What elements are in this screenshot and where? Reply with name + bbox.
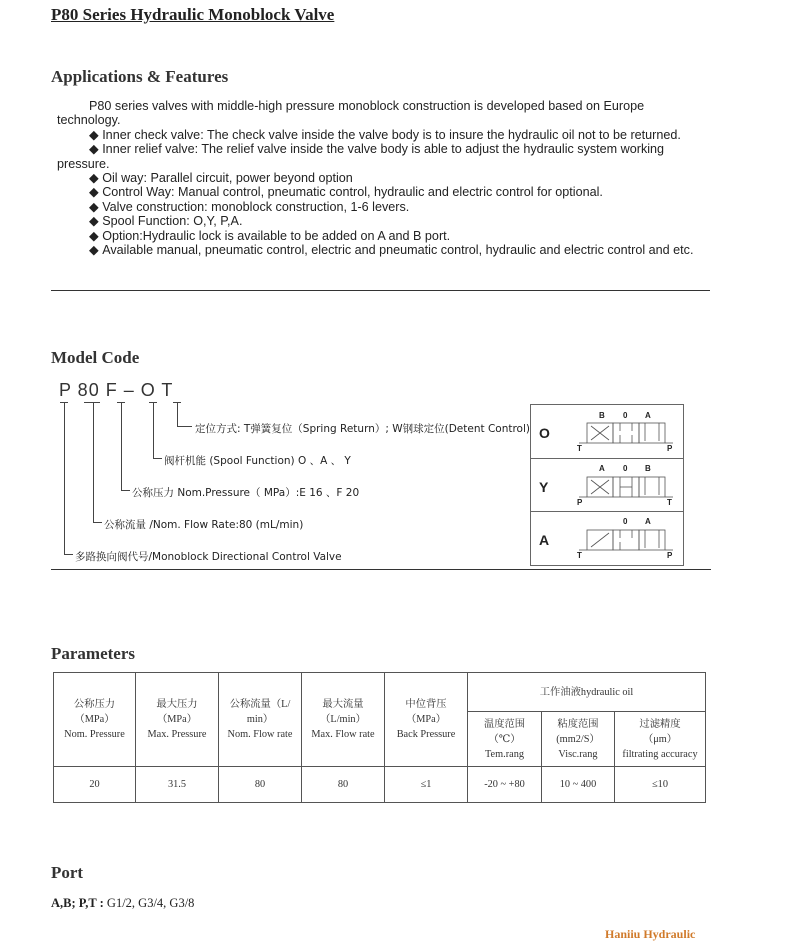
parameters-heading: Parameters (51, 644, 136, 663)
header-en: Max. Flow rate (311, 729, 375, 740)
code-bracket-line (64, 402, 73, 555)
feature-item: ◆ Available manual, pneumatic control, electric and pneumatic control, hydraulic and electric control and etc. (57, 243, 702, 257)
code-label-flow: 公称流量 /Nom. Flow Rate:80 (mL/min) (104, 519, 304, 531)
oil-group-header: 工作油液hydraulic oil (468, 673, 706, 712)
col-header-nom-pressure (54, 673, 136, 767)
port-label: B (645, 464, 651, 473)
header-unit: min） (246, 714, 274, 725)
table-row (54, 767, 706, 803)
code-bracket-line (177, 402, 192, 427)
spool-symbol-a (531, 511, 683, 565)
header-cn: 最大流量 (322, 699, 364, 710)
feature-item: ◆ Inner check valve: The check valve inside the valve body is to insure the hydraulic oil not to be returned. (57, 128, 702, 142)
port-label: P (667, 444, 673, 453)
spool-symbol-o (531, 405, 683, 458)
feature-item: ◆ Control Way: Manual control, pneumatic control, hydraulic and electric control for optional. (57, 185, 702, 199)
header-en: Nom. Flow rate (227, 729, 293, 740)
code-bracket-line (153, 402, 162, 459)
header-unit: (mm2/S） (556, 733, 600, 745)
feature-item: ◆ Option:Hydraulic lock is available to be added on A and B port. (57, 229, 702, 243)
table-cell: -20 ~ +80 (468, 767, 542, 803)
header-en: Nom. Pressure (64, 729, 125, 740)
code-label-spool: 阀杆机能 (Spool Function) O 、A 、 Y (164, 455, 351, 467)
code-tick (84, 402, 100, 403)
col-header-filtration (615, 712, 706, 767)
port-label: T (577, 444, 582, 453)
port-label: 0 (623, 464, 628, 473)
valve-o-symbol-icon (579, 419, 675, 447)
header-cn: 公称压力 (73, 699, 116, 710)
table-cell: 20 (54, 767, 136, 803)
code-tick (60, 402, 68, 403)
section-divider (51, 290, 710, 291)
port-value: G1/2, G3/4, G3/8 (103, 896, 195, 910)
header-en: Back Pressure (396, 729, 456, 740)
port-label: 0 (623, 517, 628, 526)
spool-symbol-y (531, 458, 683, 512)
col-header-viscosity (542, 712, 615, 767)
port-label: A,B; P,T : (51, 896, 104, 910)
spool-letter: O (539, 425, 550, 441)
header-cn: 公称流量（L/ (229, 699, 291, 710)
valve-a-symbol-icon (579, 526, 675, 554)
port-label: A (599, 464, 605, 473)
header-en: Tem.rang (484, 748, 525, 760)
col-header-temp (468, 712, 542, 767)
col-header-back-pressure (385, 673, 468, 767)
code-tick (173, 402, 181, 403)
header-cn: 温度范围 (483, 718, 526, 730)
port-label: A (645, 411, 651, 420)
port-label: B (599, 411, 605, 420)
spool-symbol-table (530, 404, 684, 566)
feature-item: ◆ Inner relief valve: The relief valve inside the valve body is able to adjust the hydraulic system working pressure. (57, 142, 702, 171)
model-code-string: P 80 F – O T (59, 380, 174, 400)
table-cell: 10 ~ 400 (542, 767, 615, 803)
header-unit: （μm） (642, 733, 678, 745)
model-code-heading: Model Code (51, 348, 140, 367)
section-divider (51, 569, 711, 570)
port-label: 0 (623, 411, 628, 420)
valve-y-symbol-icon (579, 473, 675, 501)
code-label-positioning: 定位方式: T弹簧复位（Spring Return）; W钢球定位(Detent Control) (195, 423, 530, 435)
spool-letter: A (539, 532, 550, 548)
port-label: A (645, 517, 651, 526)
header-unit: （MPa） (405, 714, 447, 725)
features-text (57, 99, 702, 257)
header-en: filtrating accuracy (622, 748, 698, 760)
code-bracket-line (93, 402, 102, 523)
header-en: Max. Pressure (147, 729, 207, 740)
port-spec (51, 896, 194, 911)
spool-letter: Y (539, 479, 549, 495)
code-label-valve: 多路换向阀代号/Monoblock Directional Control Valve (75, 551, 342, 563)
code-tick (149, 402, 157, 403)
col-header-max-flow (302, 673, 385, 767)
table-cell: ≤10 (615, 767, 706, 803)
feature-item: ◆ Valve construction: monoblock construction, 1-6 levers. (57, 200, 702, 214)
header-en: Visc.rang (558, 748, 598, 760)
header-cn: 粘度范围 (557, 718, 599, 730)
port-heading: Port (51, 863, 84, 882)
feature-item: ◆ Oil way: Parallel circuit, power beyond option (57, 171, 702, 185)
table-cell: 31.5 (136, 767, 219, 803)
code-label-pressure: 公称压力 Nom.Pressure（ MPa）:E 16 、F 20 (132, 487, 360, 499)
col-header-max-pressure (136, 673, 219, 767)
header-cn: 最大压力 (156, 699, 198, 710)
code-tick (117, 402, 125, 403)
port-label: T (667, 498, 672, 507)
table-cell: 80 (219, 767, 302, 803)
features-intro: P80 series valves with middle-high pressure monoblock construction is developed based on Europe technology. (57, 99, 645, 128)
header-unit: （MPa） (156, 714, 198, 725)
header-cn: 中位背压 (405, 699, 447, 710)
applications-heading: Applications & Features (51, 67, 229, 86)
parameters-table (53, 672, 706, 803)
document-title: P80 Series Hydraulic Monoblock Valve (51, 5, 335, 24)
code-bracket-line (121, 402, 130, 491)
table-cell: 80 (302, 767, 385, 803)
feature-item: ◆ Spool Function: O,Y, P,A. (57, 214, 702, 228)
port-label: P (577, 498, 583, 507)
header-unit: （MPa） (74, 714, 115, 725)
table-cell: ≤1 (385, 767, 468, 803)
port-label: P (667, 551, 673, 560)
port-label: T (577, 551, 582, 560)
header-unit: （℃） (488, 733, 521, 745)
header-cn: 过滤精度 (639, 718, 681, 730)
col-header-nom-flow (219, 673, 302, 767)
footer-brand: Haniiu Hydraulic (605, 927, 696, 941)
header-unit: （L/min） (320, 714, 366, 725)
